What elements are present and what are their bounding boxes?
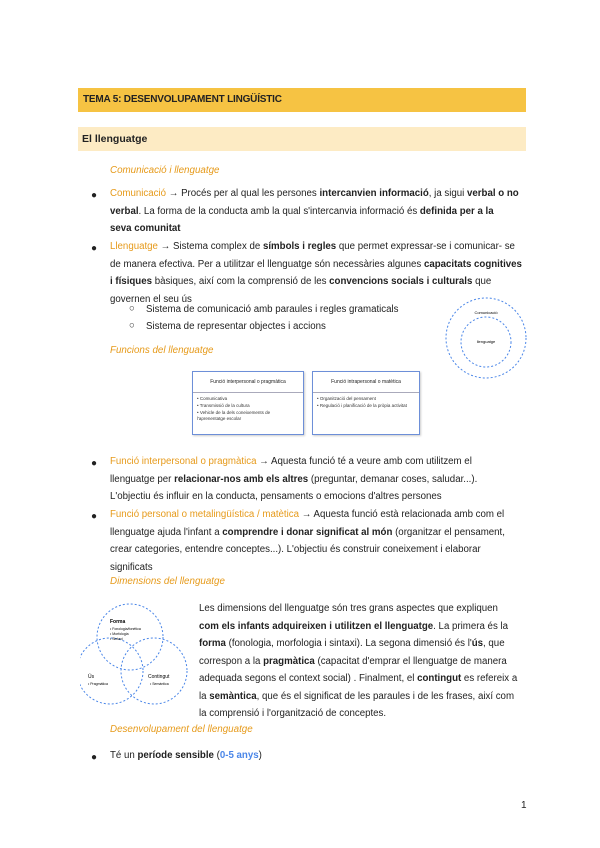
text: , ja sigui [428,188,468,199]
text: Procés per al qual les persones [181,188,320,199]
text: . La primera és la [433,620,509,632]
text: ) [258,750,262,761]
card-item: • Organització del pensament [317,396,376,401]
card-interpersonal [192,371,304,435]
text: governen el seu ús [110,293,192,305]
circle-bullet: ○ [129,320,135,331]
venn-forma-item: • Morfologia [110,632,129,636]
text: → Aquesta funció està relacionada amb com el [299,509,505,520]
section-title: El llenguatge [82,133,148,145]
card-title: Funció interpersonal o pragmàtica [193,372,303,393]
venn-contingut-label: Contingut [148,674,170,680]
bullet-dot: ● [91,190,98,201]
text: Té un [110,750,138,761]
venn-circle-contingut [121,638,187,704]
text: , que [483,638,505,649]
bold-text: període sensible [137,750,214,761]
dimensions-venn-diagram [80,600,190,712]
personal-paragraph [110,506,526,576]
text: Sistema complex de [173,241,263,252]
venn-circle-us [80,638,143,704]
subheading-functions: Funcions del llenguatge [110,345,214,356]
bullet-dot: ● [91,458,98,469]
subheading-dimensions: Dimensions del llenguatge [110,576,225,587]
venn-forma-label: Forma [110,619,126,625]
bold-text: semàntica [209,690,257,702]
personal-term: Funció personal o metalingüística / matètica [110,509,300,520]
text: L'objectiu és influir en la conducta, pensaments o emocions d'altres persones [110,491,442,502]
interpersonal-term: Funció interpersonal o pragmàtica [110,456,257,467]
language-term: Llenguatge [110,241,158,252]
interpersonal-paragraph [110,453,526,506]
card-title: Funció intrapersonal o matètica [313,372,419,393]
bold-text: ús [471,638,484,649]
circle-bullet: ○ [129,303,135,314]
text: llenguatge per [110,473,175,485]
text: crear categories, entendre conceptes...). L'objectiu és construir coneixement i elaborar [110,544,481,555]
bold-text: convencions socials i culturals [329,276,473,287]
bold-text: símbols i regles [262,241,337,252]
card-item: • Comunicativa [197,396,228,401]
text: correspon a la [199,655,264,667]
arrow: → [166,188,182,199]
development-paragraph [110,747,526,765]
communication-paragraph [110,185,526,238]
inner-label: llenguatge [476,339,496,344]
text: que permet expressar-se i comunicar- se [336,241,515,252]
text: de manera efectiva. Per a utilitzar el llenguatge són necessàries algunes [110,258,424,270]
text: adequada segons el context social) . Finalment, el [199,673,418,684]
venn-forma-item: • Fonologia/fonètica [110,627,141,631]
venn-circle-forma [97,604,163,670]
language-subitem: Sistema de representar objectes i accions [146,321,326,332]
text: significats [110,561,153,573]
subheading-development: Desenvolupament del llenguatge [110,724,253,735]
text: (fonologia, morfologia i sintaxi). La segona dimensió és l' [225,638,472,649]
bold-text: capacitats cognitives [423,258,522,270]
subheading-communication: Comunicació i llenguatge [110,165,220,176]
text: (preguntar, demanar coses, saludar...). [308,473,478,485]
section-banner [78,127,526,151]
bold-text: forma [199,638,226,649]
bold-text: seva comunitat [110,223,181,234]
text: (capacitat d'emprar el llenguatge de manera [314,655,507,667]
bold-text: pragmàtica [263,655,315,667]
bold-text: relacionar-nos amb els altres [174,473,309,485]
text: ( [213,750,220,761]
venn-us-label: Ús [88,674,95,680]
text: Les dimensions del llenguatge són tres grans aspectes que expliquen [199,603,498,614]
bold-text: comprendre i donar significat al món [222,526,393,538]
text: , que és el significat de les paraules i de les frases, així com [256,690,515,702]
text: es refereix a [461,673,518,684]
dimensions-paragraph [199,600,526,723]
card-intrapersonal [312,371,420,435]
bullet-dot: ● [91,752,98,763]
text: (organitzar el pensament, [392,526,505,538]
text: la [199,690,210,702]
bold-text: com els infants adquireixen i utilitzen el llenguatge [199,620,434,632]
bold-text: verbal [110,205,139,217]
card-item: • Transmissió de la cultura [197,403,250,408]
bold-text: contingut [417,673,462,684]
bold-text: intercanvien informació [319,188,429,199]
text: que [472,276,492,287]
text: → Aquesta funció té a veure amb com utilitzem el [256,456,472,467]
card-item: • Vehicle de la dels coneixements de l'aprenentatge escolar [197,410,271,421]
bold-text: i físiques [110,276,152,287]
bold-text: verbal o no [467,188,519,199]
page-title: TEMA 5: DESENVOLUPAMENT LINGÜÍSTIC [83,94,282,105]
communication-language-diagram [444,296,528,380]
venn-forma-item: • Sintaxi [110,637,123,641]
text: llenguatge ajuda l'infant a [110,526,223,538]
title-banner [78,88,526,112]
text: la comprensió i l'organització de conceptes. [199,708,387,719]
card-item: • Regulació i planificació de la pròpia activitat [317,403,407,408]
text: bàsiques, així com la comprensió de les [152,276,330,287]
arrow: → [157,241,174,252]
language-subitem: Sistema de comunicació amb paraules i regles gramaticals [146,304,399,315]
venn-us-item: • Pragmàtica [88,682,108,686]
outer-label: Comunicació [474,310,498,315]
page-number: 1 [521,800,527,811]
age-range: 0-5 anys [219,750,259,761]
bold-text: definida per a la [419,205,494,217]
bullet-dot: ● [91,243,98,254]
text: . La forma de la conducta amb la qual s'intercanvia informació és [138,205,420,217]
venn-contingut-item: • Semàntica [150,682,169,686]
communication-term: Comunicació [110,188,166,199]
bullet-dot: ● [91,511,98,522]
